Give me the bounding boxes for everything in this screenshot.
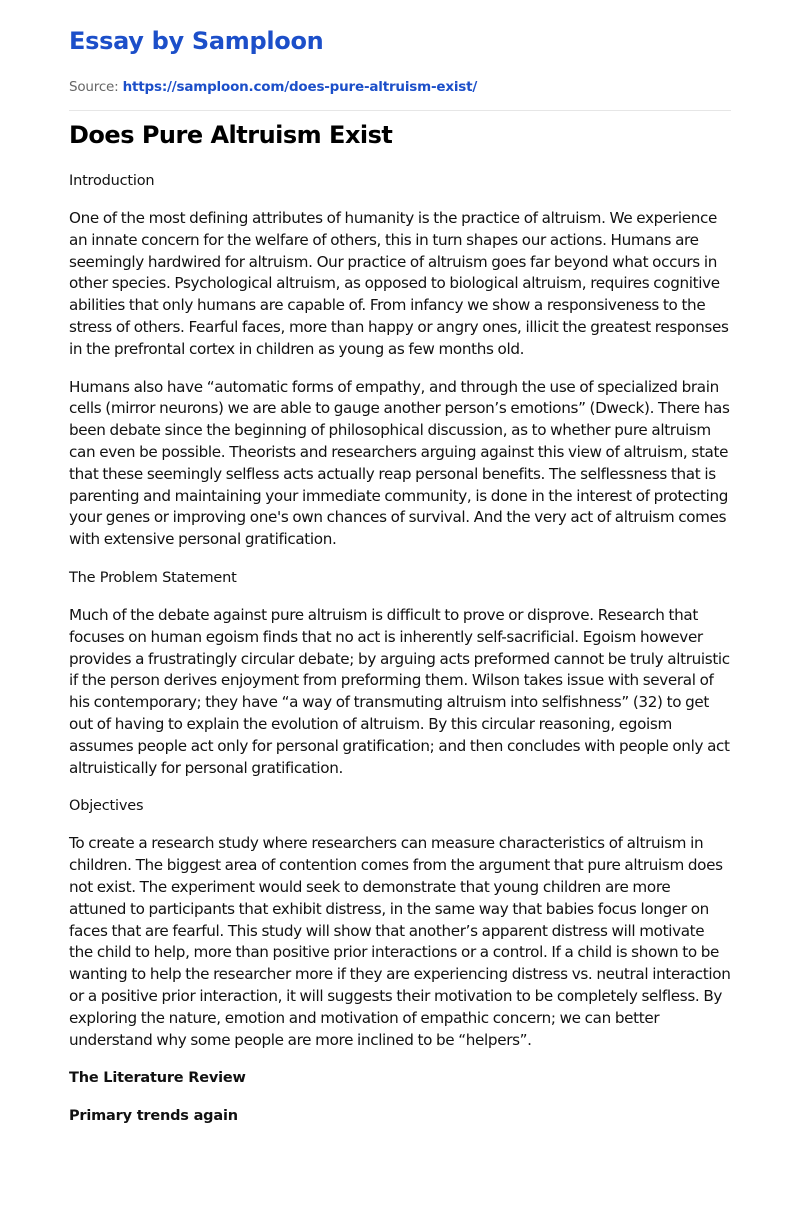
paragraph: Much of the debate against pure altruism is difficult to prove or disprove. Research that focuses on human egoism finds that no act is inherently self-sacrificial. Egoism however provides a frustratingly circular debate; by arguing acts preformed cannot be truly altruistic if the person derives enjoyment from preforming them. Wilson takes issue with several of his contemporary; they have “a way of transmuting altruism into selfishness” (32) to get out of having to explain the evolution of altruism. By this circular reasoning, egoism assumes people act only for personal gratification; and then concludes with people only act altruistically for personal gratification.	[69, 605, 730, 777]
paragraph: To create a research study where researchers can measure characteristics of altruism in children. The biggest area of contention comes from the argument that pure altruism does not exist. The experiment would seek to demonstrate that young children are more attuned to participants that exhibit distress, in the same way that babies focus longer on faces that are fearful. This study will show that another’s apparent distress will motivate the child to help, more than positive prior interactions or a control. If a child is shown to be wanting to help the researcher more if they are experiencing distress vs. neutral interaction or a positive prior interaction, it will suggests their motivation to be completely selfless. By exploring the nature, emotion and motivation of empathic concern; we can better understand why some people are more inclined to be “helpers”.	[69, 834, 731, 1049]
section-heading-primary-trends: Primary trends again	[69, 1108, 238, 1125]
section-heading-objectives: Objectives	[69, 798, 144, 815]
source-label: Source:	[69, 79, 119, 95]
source-line	[69, 79, 477, 95]
document-title: Does Pure Altruism Exist	[69, 121, 393, 149]
section-heading-introduction: Introduction	[69, 173, 155, 189]
paragraph: Humans also have “automatic forms of empathy, and through the use of specialized brain cells (mirror neurons) we are able to gauge another person’s emotions” (Dweck). There has been debate since the beginning of philosophical discussion, as to whether pure altruism can even be possible. Theorists and researchers arguing against this view of altruism, state that these seemingly selfless acts actually reap personal benefits. The selflessness that is parenting and maintaining your immediate community, is done in the interest of protecting your genes or improving one's own chances of survival. And the very act of altruism comes with extensive personal gratification.	[69, 377, 730, 549]
brand-title: Essay by Samploon	[69, 27, 324, 55]
section-heading-literature-review: The Literature Review	[69, 1070, 246, 1087]
header-divider	[69, 110, 731, 111]
document-body	[69, 170, 731, 1143]
source-link[interactable]: https://samploon.com/does-pure-altruism-exist/	[122, 79, 478, 95]
section-heading-problem-statement: The Problem Statement	[69, 569, 237, 586]
paragraph: One of the most defining attributes of humanity is the practice of altruism. We experience an innate concern for the welfare of others, this in turn shapes our actions. Humans are seemingly hardwired for altruism. Our practice of altruism goes far beyond what occurs in other species. Psychological altruism, as opposed to biological altruism, requires cognitive abilities that only humans are capable of. From infancy we show a responsiveness to the stress of others. Fearful faces, more than happy or angry ones, illicit the greatest responses in the prefrontal cortex in children as young as few months old.	[69, 209, 729, 358]
